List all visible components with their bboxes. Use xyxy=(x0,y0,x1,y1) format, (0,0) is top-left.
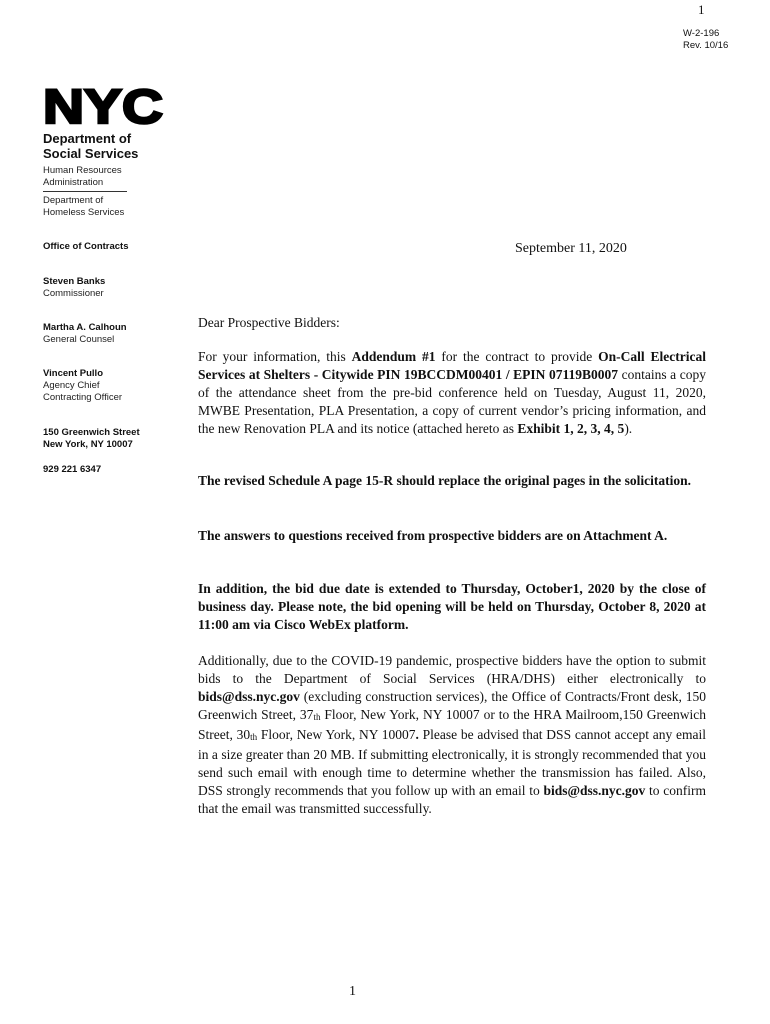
office-name: Office of Contracts xyxy=(43,241,129,252)
ordinal-suffix: th xyxy=(313,712,321,722)
hra-line2: Administration xyxy=(43,177,104,188)
p5-text: Floor, New York, NY 10007 or to the HRA Mailroom,150 Greenwich Street, 30 xyxy=(198,707,706,742)
p1-text: For your information, this xyxy=(198,349,352,364)
nyc-logo-text: NYC xyxy=(43,86,163,126)
addendum-number: Addendum #1 xyxy=(351,349,436,364)
p1-text: ). xyxy=(624,421,633,436)
agency-name-line1: Department of xyxy=(43,131,132,146)
page-number-top: 1 xyxy=(698,2,705,17)
staff-name: Steven Banks xyxy=(43,276,106,287)
p5-period: . xyxy=(415,727,419,742)
p4-text: In addition, the bid due date is extended to Thursday, October1, 2020 by the close of business day. Please note, the bid opening will be held on Thursday, October 8, 2020 at 11:00 am via Cisco WebEx platform. xyxy=(198,581,706,632)
paragraph-5 xyxy=(198,652,706,818)
paragraph-1 xyxy=(198,348,706,438)
address-line1: 150 Greenwich Street xyxy=(43,427,140,438)
salutation xyxy=(198,314,706,332)
p5-text: Floor, New York, NY 10007 xyxy=(257,727,416,742)
letter-date: September 11, 2020 xyxy=(515,241,627,256)
agency-name-line2: Social Services xyxy=(43,146,139,161)
p5-text: Please be advised that DSS cannot accept any email in a size greater than 20 MB. If submitting electronically, it is strongly recommended that you send such email with enough time to determine whether the transmission has failed. Also, DSS strongly recommends that you follow up with an email to xyxy=(198,727,706,798)
p2-text: The revised Schedule A page 15-R should replace the original pages in the solicitation. xyxy=(198,473,692,488)
ordinal-suffix: th xyxy=(250,732,258,742)
p5-text: (excluding construction services), the Office of Contracts/Front desk, 150 Greenwich Street, 37 xyxy=(198,689,706,722)
dhs-line1: Department of xyxy=(43,195,104,206)
bids-email-link[interactable]: bids@dss.nyc.gov xyxy=(543,783,646,798)
page-number-bottom: 1 xyxy=(349,984,356,999)
hra-line1: Human Resources xyxy=(43,165,122,176)
paragraph-3 xyxy=(198,527,706,545)
paragraph-4 xyxy=(198,580,706,634)
nyc-logo xyxy=(43,86,165,126)
dhs-line2: Homeless Services xyxy=(43,207,125,218)
staff-name: Vincent Pullo xyxy=(43,368,104,379)
hra-label xyxy=(43,165,122,189)
paragraph-2 xyxy=(198,472,706,490)
staff-commissioner xyxy=(43,276,105,300)
staff-general-counsel xyxy=(43,322,127,346)
staff-title: Commissioner xyxy=(43,288,104,299)
p5-text: to confirm that the email was transmitted successfully. xyxy=(198,783,706,816)
p3-text: The answers to questions received from prospective bidders are on Attachment A. xyxy=(198,528,668,543)
salutation-text: Dear Prospective Bidders: xyxy=(198,315,340,330)
bids-email-link[interactable]: bids@dss.nyc.gov xyxy=(198,689,300,704)
staff-title: General Counsel xyxy=(43,334,115,345)
address-block xyxy=(43,427,140,451)
address-line2: New York, NY 10007 xyxy=(43,439,133,450)
sidebar-divider xyxy=(43,191,127,192)
staff-title-2: Contracting Officer xyxy=(43,392,123,403)
agency-name xyxy=(43,131,138,161)
phone-number: 929 221 6347 xyxy=(43,464,102,475)
dhs-label xyxy=(43,195,124,219)
p5-text: Additionally, due to the COVID-19 pandemic, prospective bidders have the option to submit bids to the Department of Social Services (HRA/DHS) either electronically to xyxy=(198,653,706,686)
form-revision: Rev. 10/16 xyxy=(683,40,729,51)
office-label xyxy=(43,241,129,253)
staff-name: Martha A. Calhoun xyxy=(43,322,127,333)
p1-text: for the contract to provide xyxy=(435,349,599,364)
exhibit-list: Exhibit 1, 2, 3, 4, 5 xyxy=(517,421,625,436)
p1-text: contains a copy of the attendance sheet from the pre-bid conference held on Tuesday, August 11, 2020, MWBE Presentation, PLA Presentation, a copy of current vendor’s pricing information, and the new Renovation PLA and its notice (attached hereto as xyxy=(198,367,707,436)
form-code xyxy=(683,28,728,52)
staff-acco xyxy=(43,368,122,404)
staff-title: Agency Chief xyxy=(43,380,100,391)
form-id: W-2-196 xyxy=(683,28,720,39)
contract-title: On-Call Electrical Services at Shelters - Citywide PIN 19BCCDM00401 / EPIN 07119B0007 xyxy=(198,349,706,382)
phone xyxy=(43,464,101,476)
